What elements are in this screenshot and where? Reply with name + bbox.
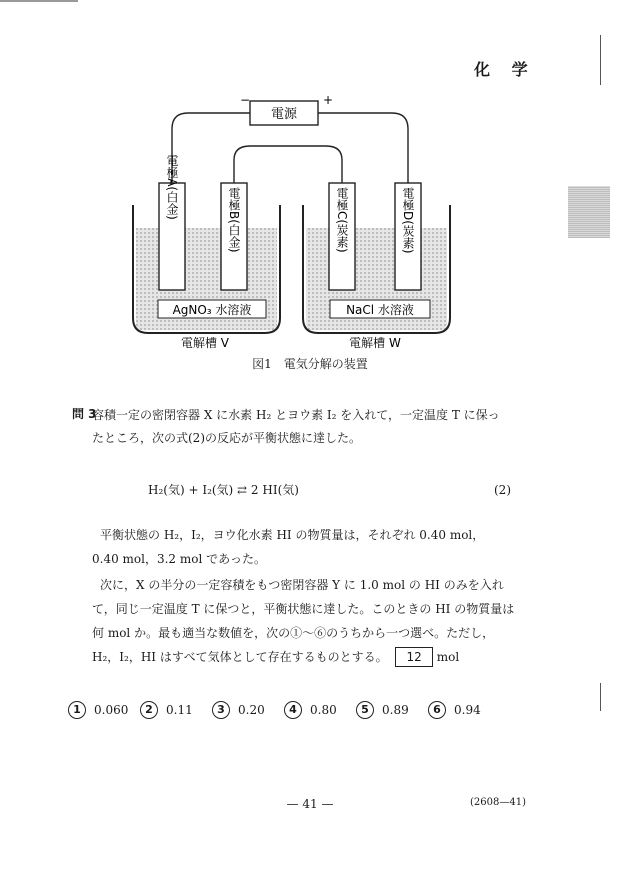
choice-value: 0.060 [94, 703, 129, 717]
electrode-b-label: 電極B(白金) [227, 187, 241, 253]
choice-number: 2 [140, 701, 158, 719]
paragraph-line-with-answer [92, 647, 459, 667]
paragraph-line: 0.40 mol，3.2 mol であった。 [92, 552, 267, 566]
paragraph-line: 何 mol か。最も適当な数値を，次の①〜⑥のうちから一つ選べ。ただし， [92, 626, 495, 640]
figure-caption: 図1 電気分解の装置 [252, 357, 368, 371]
solution-v-label: AgNO₃ 水溶液 [172, 303, 252, 317]
page-number: — 41 — [286, 797, 334, 811]
electrolysis-figure [0, 0, 620, 350]
paragraph-line: 次に，X の半分の一定容積をもつ密閉容器 Y に 1.0 mol の HI のみを入れ [100, 578, 504, 592]
choice-value: 0.94 [454, 703, 481, 717]
electrode-d [395, 183, 421, 290]
answer-unit: mol [436, 650, 460, 664]
minus-sign: − [240, 93, 251, 107]
choice-value: 0.89 [382, 703, 409, 717]
solution-w-label: NaCl 水溶液 [346, 303, 414, 317]
choice-number: 1 [68, 701, 86, 719]
choice-5[interactable] [356, 701, 428, 719]
electrode-a [159, 154, 185, 290]
choice-6[interactable] [428, 701, 500, 719]
electrode-c [329, 183, 355, 290]
question-text-line-1: 容積一定の密閉容器 X に水素 H₂ とヨウ素 I₂ を入れて，一定温度 T に保っ [92, 408, 500, 422]
cell-v-label: 電解槽 V [180, 336, 230, 350]
wire-bc [234, 146, 342, 183]
page-code: (2608—41) [470, 797, 526, 808]
question-text-line-2: たところ，次の式(2)の反応が平衡状態に達した。 [92, 431, 361, 445]
choice-number: 3 [212, 701, 230, 719]
wire-a [172, 113, 250, 183]
paragraph-text: H₂，I₂，HI はすべて気体として存在するものとする。 [92, 650, 388, 664]
wire-d [318, 113, 408, 183]
answer-box[interactable]: 12 [395, 647, 432, 667]
choice-4[interactable] [284, 701, 356, 719]
reaction-equation: H₂(気) + I₂(気) ⇄ 2 HI(気) [148, 483, 299, 497]
equation-number: (2) [494, 483, 511, 497]
choice-1[interactable] [68, 701, 140, 719]
choice-3[interactable] [212, 701, 284, 719]
cell-w-label: 電解槽 W [349, 336, 401, 350]
choice-number: 4 [284, 701, 302, 719]
paragraph-line: て，同じ一定温度 T に保つと，平衡状態に達した。このときの HI の物質量は [92, 602, 515, 616]
electrode-c-label: 電極C(炭素) [335, 187, 349, 253]
subject-title: 化 学 [474, 60, 536, 79]
plus-sign: + [323, 93, 334, 107]
paragraph-line: 平衡状態の H₂，I₂，ヨウ化水素 HI の物質量は，それぞれ 0.40 mol， [100, 528, 485, 542]
margin-rule [600, 683, 601, 711]
choice-number: 6 [428, 701, 446, 719]
answer-choices [68, 701, 500, 719]
choice-2[interactable] [140, 701, 212, 719]
power-label: 電源 [270, 107, 298, 122]
electrode-d-label: 電極D(炭素) [401, 187, 415, 254]
electrode-b [221, 183, 247, 290]
question-label: 問 3 [72, 407, 97, 421]
choice-value: 0.20 [238, 703, 265, 717]
choice-value: 0.11 [166, 703, 193, 717]
choice-value: 0.80 [310, 703, 337, 717]
choice-number: 5 [356, 701, 374, 719]
electrode-a-label: 電極A(白金) [165, 154, 179, 220]
